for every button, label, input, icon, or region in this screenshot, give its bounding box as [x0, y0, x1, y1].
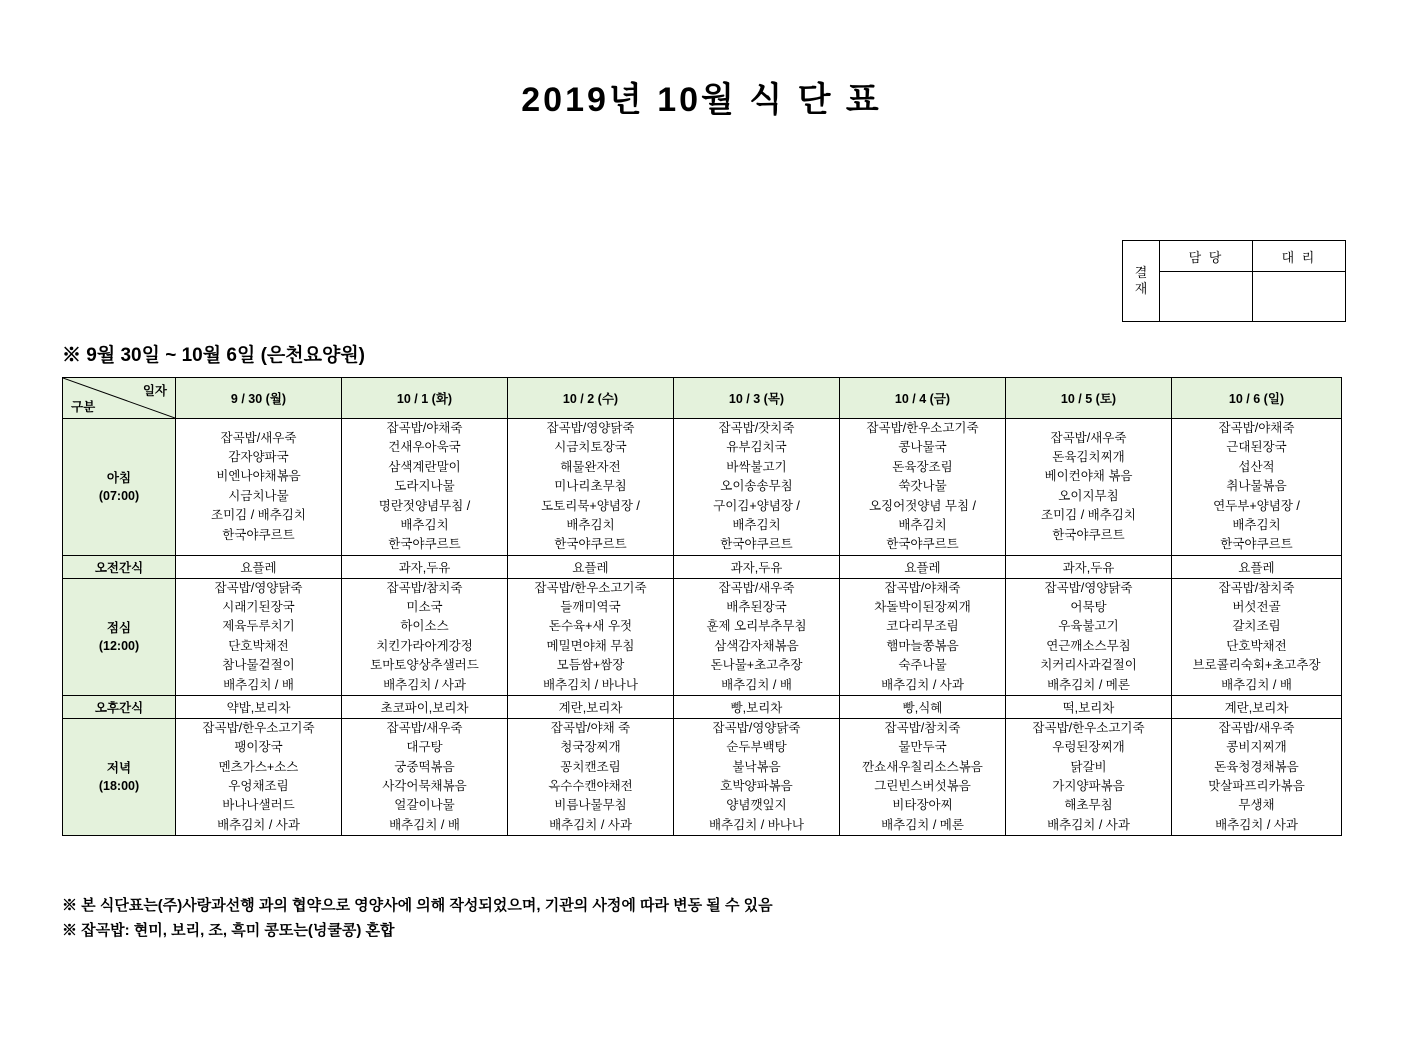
menu-item: 얼갈이나물	[394, 798, 455, 813]
day-header-5: 10 / 5 (토)	[1006, 378, 1172, 419]
menu-item: 베이컨야채 볶음	[1044, 469, 1133, 484]
menu-item: 근대된장국	[1226, 440, 1287, 455]
snack-cell-1-2: 요플레	[508, 555, 674, 578]
meal-cell-2-2	[508, 578, 674, 695]
menu-item: 치킨가라아게강정	[376, 638, 473, 653]
menu-item: 청국장찌개	[560, 740, 621, 755]
menu-item: 우렁된장찌개	[1052, 740, 1125, 755]
menu-item: 배추김치 / 배	[721, 677, 792, 692]
day-header-3: 10 / 3 (목)	[674, 378, 840, 419]
menu-item: 한국야쿠르트	[1220, 537, 1293, 552]
menu-item: 숙주나물	[898, 658, 947, 673]
menu-item: 배추김치 / 사과	[217, 817, 300, 832]
menu-item: 배추김치 / 사과	[549, 817, 632, 832]
menu-item: 메밀면야채 무침	[546, 638, 635, 653]
snack-cell-3-1: 초코파이,보리차	[342, 695, 508, 718]
menu-item: 잡곡밥/새우죽	[386, 720, 463, 735]
menu-item: 잡곡밥/야채죽	[884, 580, 961, 595]
row-label-meal-4	[63, 718, 176, 835]
meal-cell-0-5	[1006, 419, 1172, 556]
menu-item: 미나리초무침	[554, 479, 627, 494]
menu-item: 궁중떡볶음	[394, 759, 455, 774]
menu-item: 우육불고기	[1058, 619, 1119, 634]
menu-item: 잡곡밥/참치죽	[386, 580, 463, 595]
row-label-name: 아침	[106, 470, 132, 485]
menu-item: 콩비지찌개	[1226, 740, 1287, 755]
menu-item: 한국야쿠르트	[720, 537, 793, 552]
menu-item: 브로콜리숙회+초고추장	[1192, 658, 1321, 673]
menu-item: 잡곡밥/한우소고기죽	[534, 580, 647, 595]
menu-item: 맛살파프리카볶음	[1208, 779, 1305, 793]
menu-item: 오이송송무침	[720, 479, 793, 494]
menu-item: 양념깻잎지	[726, 798, 787, 813]
menu-item: 잡곡밥/새우죽	[718, 580, 795, 595]
menu-item: 사각어묵채볶음	[382, 779, 467, 793]
meal-cell-4-0	[176, 718, 342, 835]
menu-item: 잡곡밥/새우죽	[1218, 720, 1295, 735]
menu-item: 잡곡밥/영양닭죽	[214, 580, 303, 595]
menu-item: 버섯전골	[1232, 600, 1281, 614]
meal-cell-4-3	[674, 718, 840, 835]
snack-cell-3-2: 계란,보리차	[508, 695, 674, 718]
menu-item: 배추김치 / 바나나	[709, 817, 804, 832]
approval-label-line1: 결	[1134, 264, 1148, 280]
menu-item: 한국야쿠르트	[1052, 527, 1125, 542]
menu-item: 도라지나물	[394, 479, 455, 494]
menu-item: 들깨미역국	[560, 600, 621, 614]
menu-row-4	[63, 718, 1342, 835]
menu-item: 배추김치 / 사과	[1215, 817, 1298, 832]
snack-cell-1-0: 요플레	[176, 555, 342, 578]
menu-item: 코다리무조림	[886, 619, 959, 634]
menu-item: 단호박채전	[1226, 638, 1287, 653]
footnotes	[62, 894, 773, 944]
row-label-meal-0	[63, 419, 176, 556]
menu-item: 비엔나야채볶음	[216, 469, 301, 484]
menu-item: 삼색계란말이	[388, 459, 461, 474]
corner-type-label: 구분	[71, 400, 96, 414]
menu-item: 연근깨소스무침	[1046, 638, 1131, 653]
snack-cell-1-1: 과자,두유	[342, 555, 508, 578]
menu-row-0	[63, 419, 1342, 556]
menu-item: 갈치조림	[1232, 619, 1281, 634]
menu-item: 배추김치	[898, 517, 947, 532]
menu-item: 잡곡밥/야채죽	[1218, 421, 1295, 435]
menu-item: 섭산적	[1238, 459, 1275, 474]
approval-label	[1123, 241, 1160, 322]
snack-cell-1-5: 과자,두유	[1006, 555, 1172, 578]
snack-cell-3-4: 빵,식혜	[840, 695, 1006, 718]
menu-row-2	[63, 578, 1342, 695]
menu-item: 호박양파볶음	[720, 779, 793, 793]
menu-item: 연두부+양념장 /	[1213, 498, 1300, 513]
menu-item: 배추김치	[732, 517, 781, 532]
snack-cell-3-0: 약밥,보리차	[176, 695, 342, 718]
menu-item: 도토리묵+양념장 /	[541, 498, 640, 513]
row-label-time: (12:00)	[98, 638, 140, 653]
week-range-subtitle: ※ 9월 30일 ~ 10월 6일 (은천요양원)	[62, 345, 366, 366]
meal-cell-2-4	[840, 578, 1006, 695]
menu-item: 구이김+양념장 /	[713, 498, 800, 513]
row-label-snack-3: 오후간식	[63, 695, 176, 718]
menu-item: 한국야쿠르트	[886, 537, 959, 552]
approval-column-deputy: 대 리	[1253, 241, 1346, 272]
menu-item: 잡곡밥/영양닭죽	[1044, 580, 1133, 595]
menu-item: 잡곡밥/잣치죽	[718, 421, 795, 435]
menu-item: 시금치토장국	[554, 440, 627, 455]
menu-item: 배추김치 / 사과	[881, 677, 964, 692]
menu-item: 치커리사과겉절이	[1040, 658, 1137, 673]
menu-document-page	[0, 72, 1403, 1064]
day-header-2: 10 / 2 (수)	[508, 378, 674, 419]
menu-item: 잡곡밥/한우소고기죽	[202, 720, 315, 735]
menu-item: 잡곡밥/새우죽	[220, 430, 297, 445]
meal-cell-2-1	[342, 578, 508, 695]
page-title: 2019년 10월 식 단 표	[521, 81, 882, 119]
menu-item: 잡곡밥/참치죽	[1218, 580, 1295, 595]
approval-label-line2: 재	[1134, 281, 1148, 296]
menu-item: 무생채	[1238, 798, 1275, 813]
menu-item: 팽이장국	[234, 740, 283, 755]
snack-cell-1-4: 요플레	[840, 555, 1006, 578]
menu-item: 대구탕	[406, 740, 443, 755]
menu-item: 깐쇼새우칠리소스볶음	[862, 759, 983, 774]
menu-item: 잡곡밥/한우소고기죽	[1032, 720, 1145, 735]
snack-cell-1-6: 요플레	[1172, 555, 1342, 578]
menu-item: 옥수수캔야채전	[548, 779, 633, 793]
menu-item: 잡곡밥/참치죽	[884, 720, 961, 735]
menu-item: 꽁치캔조림	[560, 759, 621, 774]
day-header-1: 10 / 1 (화)	[342, 378, 508, 419]
menu-item: 모듬쌈+쌈장	[556, 658, 625, 673]
menu-item: 배추김치 / 사과	[383, 677, 466, 692]
day-header-0: 9 / 30 (월)	[176, 378, 342, 419]
menu-row-3	[63, 695, 1342, 718]
snack-cell-3-5: 떡,보리차	[1006, 695, 1172, 718]
day-header-4: 10 / 4 (금)	[840, 378, 1006, 419]
menu-item: 순두부백탕	[726, 740, 787, 755]
menu-item: 배추김치	[1232, 517, 1281, 532]
menu-item: 잡곡밥/영양닭죽	[546, 421, 635, 435]
menu-item: 바싹불고기	[726, 459, 787, 474]
meal-cell-4-5	[1006, 718, 1172, 835]
corner-date-label: 일자	[142, 384, 167, 398]
menu-item: 한국야쿠르트	[388, 537, 461, 552]
meal-cell-4-1	[342, 718, 508, 835]
menu-item: 토마토양상추샐러드	[370, 658, 479, 673]
meal-cell-4-6	[1172, 718, 1342, 835]
menu-item: 돈육청경채볶음	[1214, 759, 1299, 774]
menu-table-header-row	[63, 378, 1342, 419]
menu-item: 한국야쿠르트	[222, 527, 295, 542]
menu-item: 참나물겉절이	[222, 658, 295, 673]
meal-cell-4-2	[508, 718, 674, 835]
menu-item: 조미김 / 배추김치	[1041, 508, 1136, 523]
menu-item: 배추김치 / 메론	[881, 817, 964, 832]
menu-item: 오이지무침	[1058, 488, 1119, 503]
menu-item: 한국야쿠르트	[554, 537, 627, 552]
menu-item: 비타장아찌	[892, 798, 953, 813]
menu-item: 해초무침	[1064, 798, 1113, 813]
menu-item: 물만두국	[898, 740, 947, 755]
meal-cell-0-2	[508, 419, 674, 556]
meal-cell-0-3	[674, 419, 840, 556]
meal-cell-2-6	[1172, 578, 1342, 695]
menu-item: 잡곡밥/새우죽	[1050, 430, 1127, 445]
row-label-time: (18:00)	[98, 779, 140, 793]
row-label-time: (07:00)	[98, 488, 140, 503]
snack-cell-1-3: 과자,두유	[674, 555, 840, 578]
menu-item: 감자양파국	[228, 450, 289, 465]
menu-item: 돈나물+초고추장	[710, 658, 803, 673]
menu-item: 콩나물국	[898, 440, 947, 455]
menu-item: 돈육장조림	[892, 459, 953, 474]
menu-item: 삼색감자채볶음	[714, 638, 799, 653]
menu-item: 비름나물무침	[554, 798, 627, 813]
menu-item: 돈수육+새 우젓	[548, 619, 633, 634]
menu-item: 배추김치 / 배	[389, 817, 460, 832]
menu-item: 가지양파볶음	[1052, 779, 1125, 793]
menu-item: 시금치나물	[228, 488, 289, 503]
meal-cell-0-6	[1172, 419, 1342, 556]
menu-item: 배추김치 / 배	[1221, 677, 1292, 692]
menu-item: 하이소스	[400, 619, 449, 634]
footnote-2: ※ 잡곡밥: 현미, 보리, 조, 흑미 콩또는(넝쿨콩) 혼합	[62, 921, 395, 939]
meal-cell-4-4	[840, 718, 1006, 835]
menu-item: 단호박채전	[228, 638, 289, 653]
menu-item: 잡곡밥/영양닭죽	[712, 720, 801, 735]
menu-item: 돈육김치찌개	[1052, 450, 1125, 465]
menu-item: 배추김치 / 사과	[1047, 817, 1130, 832]
menu-item: 유부김치국	[726, 440, 787, 455]
menu-item: 해물완자전	[560, 459, 621, 474]
menu-table	[62, 377, 1342, 836]
approval-column-manager: 담 당	[1160, 241, 1253, 272]
snack-cell-3-6: 계란,보리차	[1172, 695, 1342, 718]
menu-item: 훈제 오리부추무침	[706, 619, 807, 634]
meal-cell-2-3	[674, 578, 840, 695]
menu-item: 멘츠가스+소스	[218, 759, 299, 774]
menu-item: 오징어젓양념 무침 /	[868, 498, 977, 513]
menu-item: 불낙볶음	[732, 759, 781, 774]
menu-item: 잡곡밥/한우소고기죽	[866, 421, 979, 435]
footnote-1: ※ 본 식단표는(주)사랑과선행 과의 협약으로 영양사에 의해 작성되었으며, 기관의 사정에 따라 변동 될 수 있음	[62, 897, 773, 914]
meal-cell-0-4	[840, 419, 1006, 556]
menu-item: 취나물볶음	[1226, 479, 1287, 494]
menu-item: 그린빈스버섯볶음	[874, 779, 971, 793]
menu-item: 명란젓양념무침 /	[378, 498, 471, 513]
menu-item: 차돌박이된장찌개	[874, 600, 971, 614]
menu-item: 배추김치	[566, 517, 615, 532]
menu-item: 바나나샐러드	[222, 798, 295, 813]
menu-item: 닭갈비	[1070, 759, 1107, 774]
menu-item: 잡곡밥/야채죽	[386, 421, 463, 435]
day-header-6: 10 / 6 (일)	[1172, 378, 1342, 419]
menu-row-1	[63, 555, 1342, 578]
menu-item: 배추김치 / 메론	[1047, 677, 1130, 692]
menu-item: 조미김 / 배추김치	[211, 508, 306, 523]
table-corner-header	[63, 378, 176, 419]
menu-item: 어묵탕	[1070, 600, 1107, 614]
meal-cell-0-0	[176, 419, 342, 556]
row-label-meal-2	[63, 578, 176, 695]
menu-item: 제육두루치기	[222, 619, 295, 634]
approval-stamp-box	[1122, 240, 1346, 322]
meal-cell-0-1	[342, 419, 508, 556]
meal-cell-2-0	[176, 578, 342, 695]
menu-item: 시래기된장국	[222, 600, 295, 614]
row-label-name: 점심	[106, 620, 132, 635]
menu-item: 배추김치 / 바나나	[543, 677, 638, 692]
menu-item: 미소국	[406, 600, 443, 614]
menu-table-wrapper	[62, 377, 1341, 836]
menu-item: 건새우아욱국	[388, 440, 461, 455]
menu-item: 쑥갓나물	[898, 479, 947, 494]
menu-item: 배추김치	[400, 517, 449, 532]
snack-cell-3-3: 빵,보리차	[674, 695, 840, 718]
menu-item: 우엉채조림	[228, 779, 289, 793]
row-label-name: 저녁	[106, 760, 132, 775]
menu-item: 배추된장국	[726, 600, 787, 614]
menu-item: 햄마늘쫑볶음	[886, 638, 959, 653]
menu-item: 잡곡밥/야채 죽	[550, 720, 631, 735]
approval-value-deputy[interactable]	[1253, 272, 1346, 322]
row-label-snack-1: 오전간식	[63, 555, 176, 578]
approval-value-manager[interactable]	[1160, 272, 1253, 322]
menu-item: 배추김치 / 배	[223, 677, 294, 692]
meal-cell-2-5	[1006, 578, 1172, 695]
